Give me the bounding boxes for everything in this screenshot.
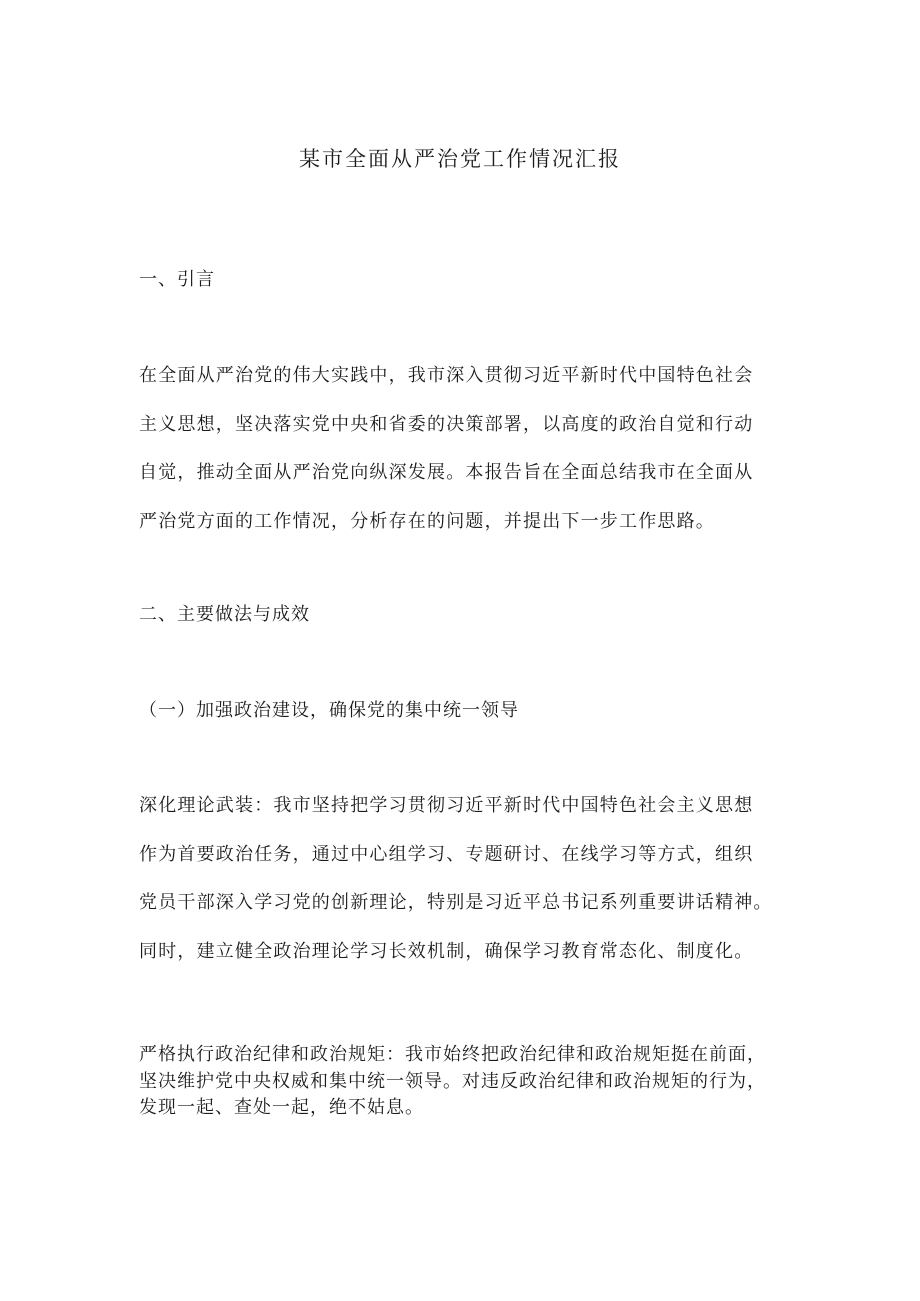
section-heading-introduction: 一、引言 [139,269,215,290]
document-title: 某市全面从严治党工作情况汇报 [299,147,621,171]
section-heading-main-practices: 二、主要做法与成效 [139,604,310,625]
theory-arming-paragraph [139,782,789,976]
paragraph-line: 作为首要政治任务，通过中心组学习、专题研讨、在线学习等方式，组织 [139,843,754,865]
paragraph-line: 坚决维护党中央权威和集中统一领导。对违反政治纪律和政治规矩的行为， [139,1070,766,1092]
paragraph-line: 深化理论武装：我市坚持把学习贯彻习近平新时代中国特色社会主义思想 [139,795,754,816]
paragraph-line: 主义思想，坚决落实党中央和省委的决策部署，以高度的政治自觉和行动 [139,413,754,435]
subsection-heading-political-building: （一）加强政治建设，确保党的集中统一领导 [139,700,519,721]
paragraph-line: 自觉，推动全面从严治党向纵深发展。本报告旨在全面总结我市在全面从 [139,462,754,483]
paragraph-line: 同时，建立健全政治理论学习长效机制，确保学习教育常态化、制度化。 [139,940,754,962]
paragraph-line: 发现一起、查处一起，绝不姑息。 [139,1097,424,1118]
paragraph-line: 党员干部深入学习党的创新理论，特别是习近平总书记系列重要讲话精神。 [139,892,773,913]
introduction-paragraph [139,352,789,546]
paragraph-line: 在全面从严治党的伟大实践中，我市深入贯彻习近平新时代中国特色社会 [139,365,754,386]
political-discipline-paragraph [139,1042,789,1122]
paragraph-line: 严格执行政治纪律和政治规矩：我市始终把政治纪律和政治规矩挺在前面， [139,1044,766,1065]
paragraph-line: 严治党方面的工作情况，分析存在的问题，并提出下一步工作思路。 [139,510,715,532]
